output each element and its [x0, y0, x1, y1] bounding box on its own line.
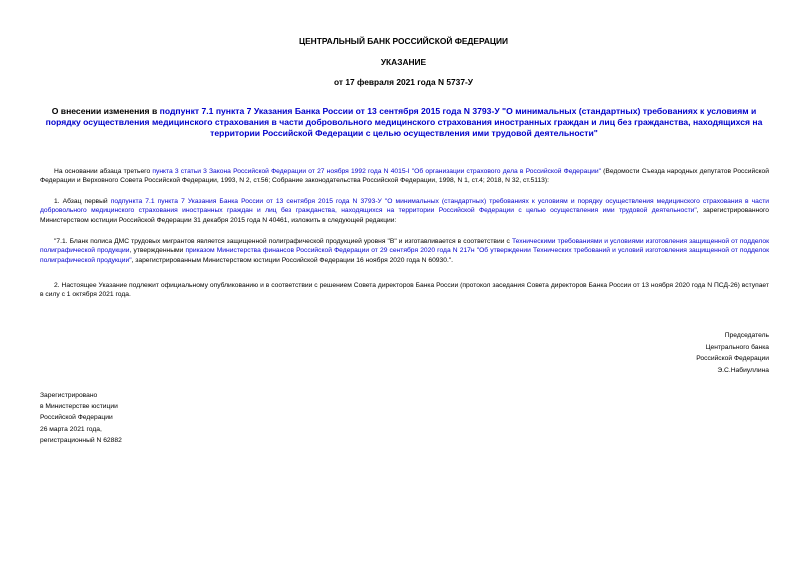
- technical-requirements-link[interactable]: Техническими требованиями и условиями изготовления защищенной от подделок полиграфической продукции: [40, 238, 769, 255]
- item-2-text: 2. Настоящее Указание подлежит официальному опубликованию и в соответствии с решением Совета директоров Банка России (протокол заседания Совета директоров Банка России от 13 ноября 2020 года N ПСД-26) вступает в силу с 1 октября 2021 года.: [40, 282, 769, 299]
- new-wording-text-1: "7.1. Бланк полиса ДМС трудовых мигрантов является защищенной полиграфической продукцией уровня "В" и изготавливается в соответствии с: [54, 238, 512, 245]
- registration-line: регистрационный N 62882: [40, 436, 122, 444]
- document-title: [36, 106, 772, 140]
- title-link[interactable]: подпункт 7.1 пункта 7 Указания Банка России от 13 сентября 2015 года N 3793-У "О минимальных (стандартных) требованиях к условиям и порядку осуществления медицинского страхования в части добровольного медицинского страхования иностранных граждан и лиц без гражданства, находящихся на территории Российской Федерации с целью осуществления ими трудовой деятельности": [45, 106, 763, 139]
- law-reference-link[interactable]: пункта 3 статьи 3 Закона Российской Федерации от 27 ноября 1992 года N 4015-I "Об организации страхового дела в Российской Федерации": [152, 168, 602, 175]
- subclause-reference-link[interactable]: подпункта 7.1 пункта 7 Указания Банка России от 13 сентября 2015 года N 3793-У "О минимальных (стандартных) требованиях к условиям и порядку осуществления медицинского страхования в части добровольного медицинского страхования иностранных граждан и лиц без гражданства, находящихся на территории Российской Федерации с целью осуществления ими трудовой деятельности": [40, 198, 769, 215]
- item-1-text-2: , зарегистрированного Министерством юстиции Российской Федерации 31 декабря 2015 года N 40461, изложить в следующей редакции:: [40, 207, 770, 224]
- paragraph-item-2: [40, 281, 769, 300]
- signature-line: Председатель: [724, 332, 769, 339]
- registration-line: Зарегистрировано: [40, 392, 98, 399]
- paragraph-preamble: [40, 167, 769, 186]
- paragraph-item-1: [40, 197, 769, 225]
- registration-line: Российской Федерации: [40, 414, 113, 422]
- item-1-text-1: 1. Абзац первый: [54, 198, 111, 205]
- registration-line: 26 марта 2021 года,: [40, 425, 102, 433]
- new-wording-text-2: , утвержденными: [129, 247, 186, 255]
- signature-block: [696, 330, 769, 376]
- registration-line: в Министерстве юстиции: [40, 403, 118, 411]
- paragraph-new-wording: [40, 237, 769, 265]
- signature-line: Центрального банка: [705, 343, 769, 351]
- preamble-text-1: На основании абзаца третьего: [54, 168, 153, 175]
- signature-line: Российской Федерации: [696, 355, 769, 363]
- signature-line: Э.С.Набиуллина: [717, 366, 769, 374]
- minfin-order-link[interactable]: приказом Министерства финансов Российской Федерации от 29 сентября 2020 года N 217н "Об утверждении Технических требований и условий изготовления защищенной от подделок полиграфической продукции": [40, 247, 769, 264]
- new-wording-text-3: , зарегистрированным Министерством юстиции Российской Федерации 16 ноября 2020 года N 60930.".: [131, 256, 454, 264]
- document-type-heading: УКАЗАНИЕ: [380, 57, 427, 67]
- registration-block: [40, 390, 122, 446]
- document-date-number: от 17 февраля 2021 года N 5737-У: [334, 77, 473, 87]
- title-prefix: О внесении изменения в: [51, 106, 160, 116]
- preamble-text-2: (Ведомости Съезда народных депутатов Российской Федерации и Верховного Совета Российской Федерации, 1993, N 2, ст.56; Собрание законодательства Российской Федерации, 1998, N 1, ст.4; 2018, N 32, ст.5113):: [40, 168, 770, 185]
- issuer-heading: ЦЕНТРАЛЬНЫЙ БАНК РОССИЙСКОЙ ФЕДЕРАЦИИ: [298, 36, 509, 46]
